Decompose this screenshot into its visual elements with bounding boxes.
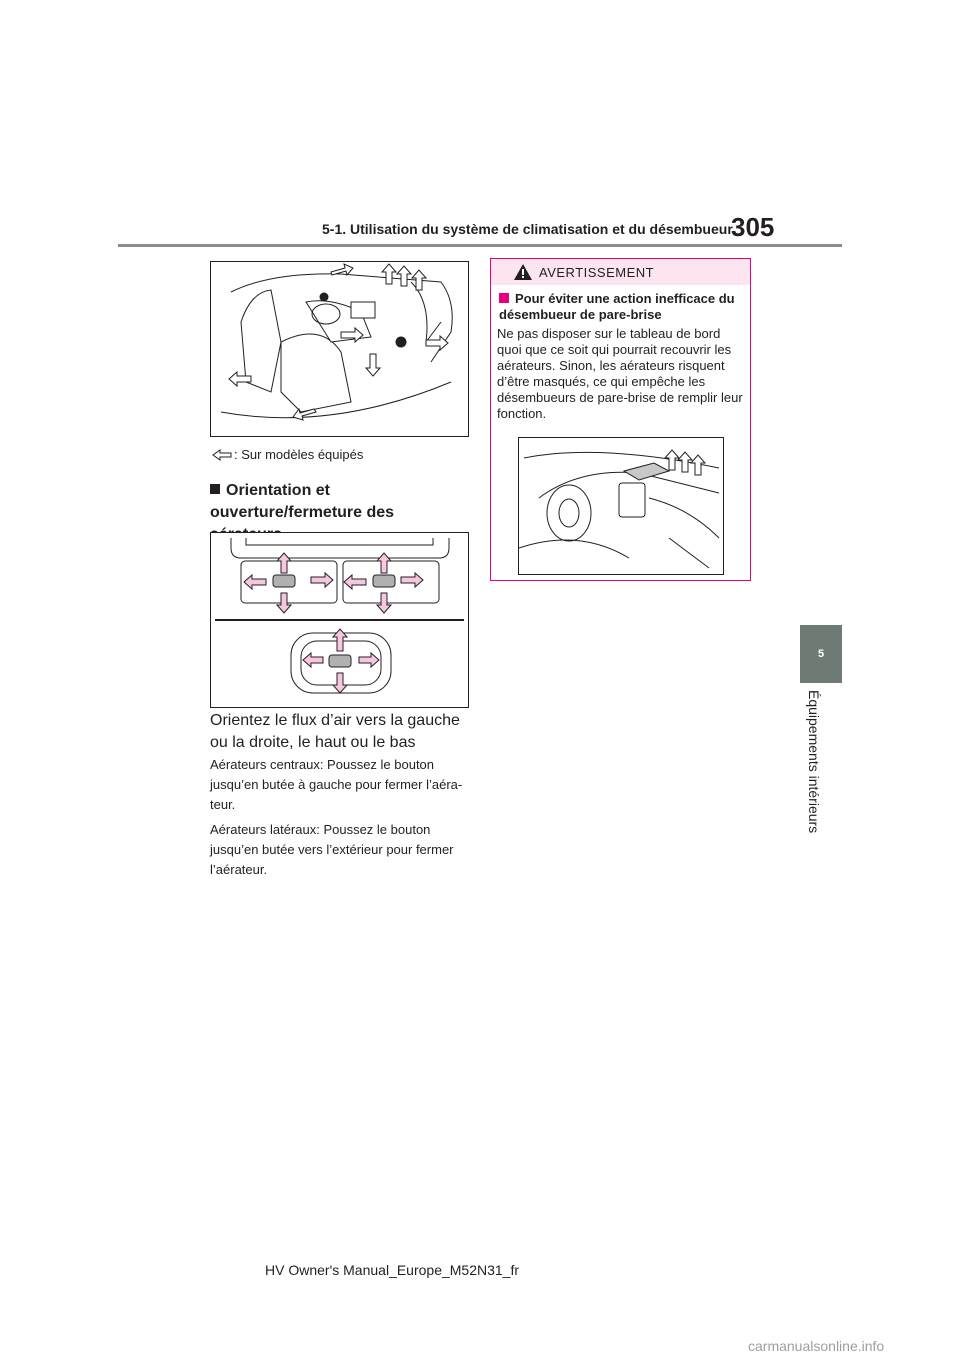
- watermark[interactable]: carmanualsonline.info: [748, 1338, 885, 1354]
- equipped-note: [212, 447, 363, 462]
- warning-text: Ne pas disposer sur le tableau de bord quoi que ce soit qui pourrait recouvrir les aérateurs. Sinon, les aérateurs risquent d’être masqués, ce qui empêche les désembueurs de pare-brise de remplir leur fonction.: [497, 326, 743, 421]
- chapter-tab-label: [806, 690, 836, 840]
- warning-bullet: [499, 293, 509, 303]
- central-vents-paragraph: Aérateurs centraux: Poussez le bouton jusqu’en butée à gauche pour fermer l’aéra-teur.: [210, 757, 463, 812]
- page-number: 305: [731, 212, 775, 242]
- section-bullet: [210, 484, 220, 494]
- main-paragraph: Orientez le flux d’air vers la gauche ou la droite, le haut ou le bas: [210, 712, 460, 751]
- chapter-tab: [800, 625, 842, 683]
- warning-title: AVERTISSEMENT: [539, 265, 655, 280]
- footer-manual-name: HV Owner's Manual_Europe_M52N31_fr: [265, 1262, 520, 1278]
- warning-header: [491, 259, 750, 285]
- warning-box: [490, 258, 751, 581]
- airflow-arrow-icon: [212, 449, 232, 461]
- chapter-tab-label-text: Équipements intérieurs: [806, 690, 822, 834]
- equipped-note-text: : Sur modèles équipés: [234, 447, 364, 462]
- vents-direction-figure: [210, 532, 469, 708]
- header-divider: [118, 244, 842, 247]
- side-vents-paragraph: Aérateurs latéraux: Poussez le bouton jusqu’en butée vers l’extérieur pour fermer l’aérateur.: [210, 822, 454, 877]
- car-interior-airflow-figure: [210, 261, 469, 437]
- warning-subheading: [499, 291, 745, 323]
- chapter-title: 5-1. Utilisation du système de climatisation et du désembueur: [322, 221, 733, 237]
- chapter-tab-number: 5: [817, 648, 825, 660]
- dashboard-defroster-figure: [518, 437, 724, 575]
- warning-triangle-icon: [513, 263, 533, 281]
- warning-subheading-text: Pour éviter une action inefficace du désembueur de pare-brise: [499, 291, 735, 322]
- section-heading-text: Orientation et ouverture/fermeture des: [210, 482, 395, 521]
